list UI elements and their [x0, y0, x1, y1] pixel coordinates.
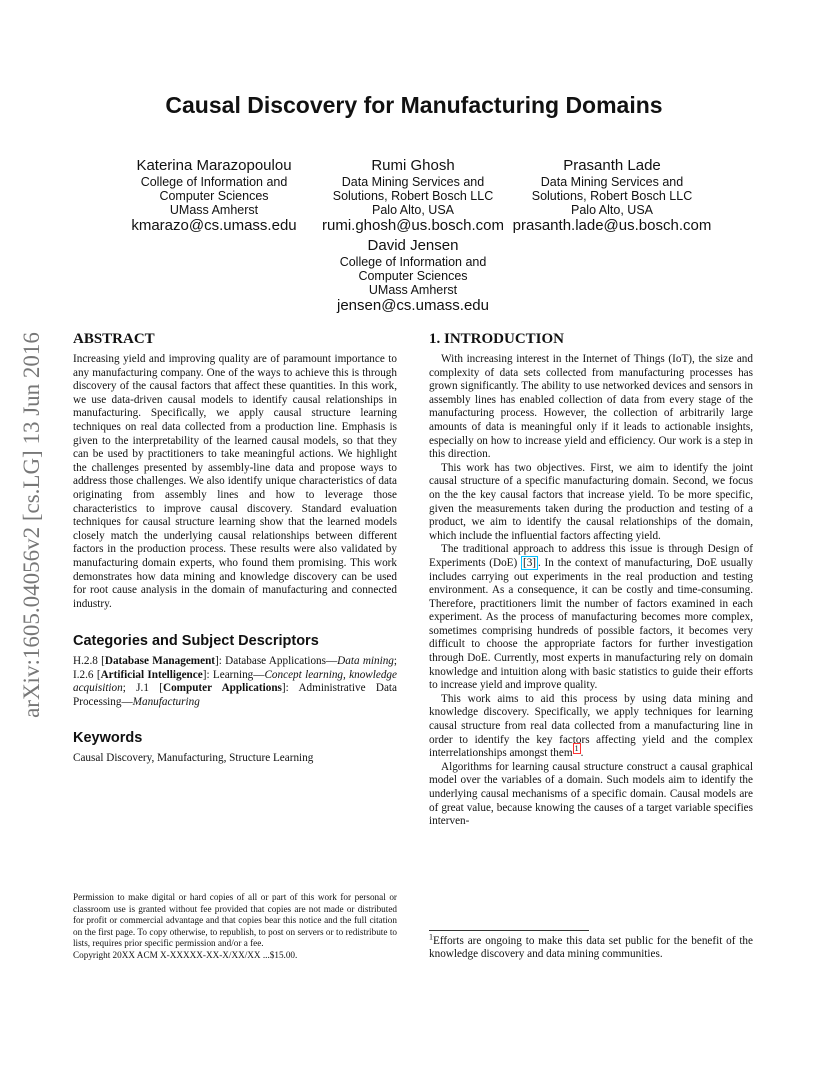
author-block [298, 237, 528, 314]
intro-paragraph: This work aims to aid this process by using data mining and knowledge discovery. Specifically, we apply techniques for learning causal structure from real data collected from a manufacturing line in order to identify the key factors affecting yield and the complex interrelationships amongst them $^1$ . [429, 692, 753, 760]
arxiv-stamp-text: arXiv:1605.04056v2 [cs.LG] 13 Jun 2016 [19, 332, 44, 718]
author-block [99, 157, 329, 234]
author-block [298, 157, 528, 234]
abstract-text: Increasing yield and improving quality are of paramount importance to any manufacturing company. One of the ways to achieve this is through discovery of the causal factors that affect these quantities. In this work, we use data-driven causal models to identify causal relationships in manufacturing. Specifically, we apply causal structure learning techniques on real data collected from a production line. Emphasis is given to the interpretability of the learned causal models, so that they can be used by practitioners to take meaningful actions. We highlight the challenges presented by assembly-line data and propose ways to address those challenges. We also identify unique characteristics of data originating from assembly lines and how to leverage those characteristics to improve causal discovery. Standard evaluation techniques for causal structure learning show that the learned models closely match the underlying causal relationships between different factors in the production process. These results were also validated by manufacturing domain experts, who found them promising. This work demonstrates how data mining and knowledge discovery can be used for root cause analysis in the domain of manufacturing and connected industry. [73, 353, 397, 610]
arxiv-stamp [14, 290, 50, 760]
author-affiliation: Computer Sciences [159, 189, 269, 203]
permission-notice [73, 892, 397, 962]
author-name: Katerina Marazopoulou [136, 157, 292, 174]
citation-link[interactable]: [3] [522, 556, 537, 569]
permission-text: Permission to make digital or hard copies of all or part of this work for personal or classroom use is granted without fee provided that copies are not made or distributed for profit or commercial advantage and that copies bear this notice and the full citation on the first page. To copy otherwise, to republish, to post on servers or to redistribute to lists, requires prior specific permission and/or a fee. [73, 892, 397, 949]
author-email: rumi.ghosh@us.bosch.com [322, 217, 504, 234]
author-affiliation: College of Information and [140, 175, 288, 189]
author-affiliation: Palo Alto, USA [372, 203, 454, 217]
author-name: Prasanth Lade [563, 157, 661, 174]
footnote-divider [429, 930, 589, 931]
author-block [497, 157, 727, 234]
author-email: prasanth.lade@us.bosch.com [512, 217, 712, 234]
author-affiliation: UMass Amherst [368, 283, 458, 297]
author-affiliation: Computer Sciences [358, 269, 468, 283]
author-affiliation: Data Mining Services and [341, 175, 485, 189]
author-name: David Jensen [367, 237, 459, 254]
footnote [429, 932, 753, 961]
introduction-heading: 1. INTRODUCTION [429, 331, 565, 347]
copyright-line: Copyright 20XX ACM X-XXXXX-XX-X/XX/XX ...$15.00. [73, 949, 298, 960]
author-affiliation: Data Mining Services and [540, 175, 684, 189]
left-column [73, 331, 397, 765]
author-affiliation: UMass Amherst [169, 203, 259, 217]
intro-paragraph: Algorithms for learning causal structure construct a causal graphical model over the variables of a domain. Such models aim to identify the underlying causal mechanisms of a specific domain. Causal models are of great value, because knowing the causes of a target variable specifies interven- [429, 760, 753, 828]
author-affiliation: Solutions, Robert Bosch LLC [531, 189, 693, 203]
keywords-text: Causal Discovery, Manufacturing, Structure Learning [73, 751, 314, 764]
author-affiliation: Palo Alto, USA [571, 203, 653, 217]
intro-paragraph: This work has two objectives. First, we aim to identify the joint causal structure of a specific manufacturing domain. Second, we focus on the the key causal factors that increase yield. To be more specific, given the measurements taken during the production and testing of a product, we aim to identify the causal relationships of the domain, which include the influential factors affecting yield. [429, 461, 753, 542]
intro-paragraph: The traditional approach to address this issue is through Design of Experiments (DoE) [3] . In the context of manufacturing, DoE usually includes carrying out experiments in the real production and testing environment. As a consequence, it can be costly and time-consuming. Therefore, practitioners limit the number of factors examined in each experiment. As the process of manufacturing becomes more complex, sometimes comprising hundreds of possible factors, it becomes very difficult to choose the appropriate factors for further investigation through DoE. Currently, most experts in manufacturing rely on domain knowledge and intuition along with basic statistics to guide their efforts to increase yield and improve quality. [429, 543, 753, 692]
keywords-heading: Keywords [73, 729, 143, 746]
right-column [429, 331, 753, 829]
footnote-text: Efforts are ongoing to make this data set public for the benefit of the knowledge discovery and data mining communities. [429, 935, 753, 960]
paper-title: Causal Discovery for Manufacturing Domains [165, 92, 663, 118]
author-email: kmarazo@cs.umass.edu [131, 217, 297, 234]
author-name: Rumi Ghosh [371, 157, 455, 174]
author-affiliation: College of Information and [339, 255, 487, 269]
footnote-mark: 1 [429, 932, 433, 942]
footnote-link[interactable]: 1 [574, 744, 579, 754]
abstract-heading: ABSTRACT [73, 331, 155, 347]
intro-paragraph: With increasing interest in the Internet of Things (IoT), the size and complexity of data sets collected from manufacturing processes has grown significantly. The ability to use networked devices and sensors in assembly lines has enabled collection of data from every stage of the manufacturing process. However, the collection of arbitrarily large amounts of data is meaningful only if it leads to actionable insights, especially on how to increase yield and efficiency. Our work is a step in this direction. [429, 353, 753, 461]
categories-text: H.2.8 [Database Management]: Database Applications—Data mining; I.2.6 [Artificial Intelligence]: Learning—Concept learning, knowledge acquisition; J.1 [Computer Applications]: Administrative Data Processing—Manufacturing [73, 655, 398, 709]
author-email: jensen@cs.umass.edu [337, 297, 489, 314]
categories-heading: Categories and Subject Descriptors [73, 633, 319, 650]
author-affiliation: Solutions, Robert Bosch LLC [332, 189, 494, 203]
